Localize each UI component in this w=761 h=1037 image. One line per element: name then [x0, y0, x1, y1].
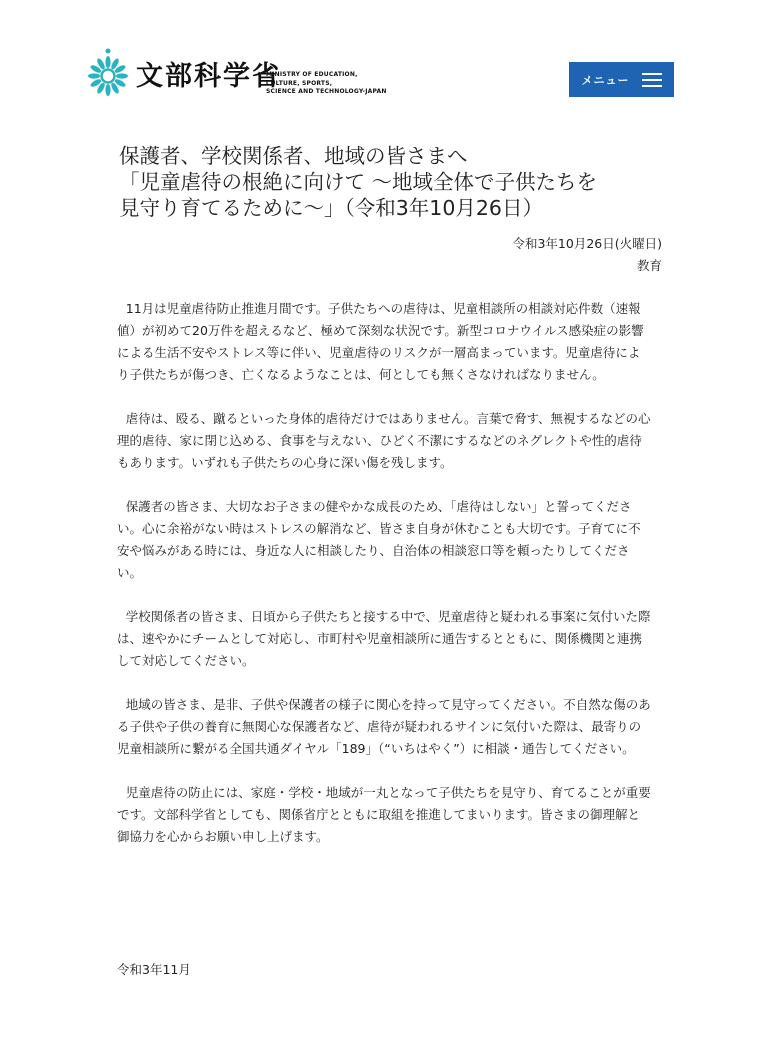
menu-button[interactable] [569, 62, 674, 97]
page-title [119, 143, 649, 221]
logo-emblem-icon [86, 48, 130, 104]
body-paragraph: 地域の皆さま、是非、子供や保護者の様子に関心を持って見守ってください。不自然な傷のある子供や子供の養育に無関心な保護者など、虐待が疑われるサインに気付いた際は、最寄りの児童相談所に繋がる全国共通ダイヤル「189」（“いちはやく”）に相談・通告してください。 [117, 697, 651, 756]
logo-wordmark: 文部科学省 [136, 61, 281, 92]
body-paragraph: 保護者の皆さま、大切なお子さまの健やかな成長のため、「虐待はしない」と誓ってください。心に余裕がない時はストレスの解消など、皆さま自身が休むことも大切です。子育てに不安や悩みがある時には、身近な人に相談したり、自治体の相談窓口等を頼ったりしてください。 [117, 499, 641, 580]
hamburger-icon [642, 73, 662, 87]
title-line: 「児童虐待の根絶に向けて ～地域全体で子供たちを [119, 170, 598, 194]
article-meta [512, 233, 662, 277]
title-line: 見守り育てるために～」（令和3年10月26日） [119, 196, 543, 220]
logo-english-name: MINISTRY OF EDUCATION, CULTURE, SPORTS, SCIENCE AND TECHNOLOGY-JAPAN [266, 71, 387, 95]
body-paragraph: 児童虐待の防止には、家庭・学校・地域が一丸となって子供たちを見守り、育てることが重要です。文部科学省としても、関係省庁とともに取組を推進してまいります。皆さまの御理解と御協力を心からお願い申し上げます。 [117, 785, 651, 844]
article-body [117, 298, 651, 848]
site-header [0, 0, 761, 130]
body-paragraph: 11月は児童虐待防止推進月間です。子供たちへの虐待は、児童相談所の相談対応件数（速報値）が初めて20万件を超えるなど、極めて深刻な状況です。新型コロナウイルス感染症の影響による生活不安やストレス等に伴い、児童虐待のリスクが一層高まっています。児童虐待により子供たちが傷つき、亡くなるようなことは、何としても無くさなければなりません。 [117, 301, 644, 382]
category-label: 教育 [636, 258, 662, 273]
publish-date: 令和3年10月26日(火曜日) [512, 236, 662, 251]
menu-label: メニュー [581, 73, 630, 87]
signoff-date: 令和3年11月 [117, 962, 191, 977]
title-line: 保護者、学校関係者、地域の皆さまへ [119, 144, 468, 168]
mext-logo[interactable] [86, 48, 386, 104]
body-paragraph: 虐待は、殴る、蹴るといった身体的虐待だけではありません。言葉で脅す、無視するなどの心理的虐待、家に閉じ込める、食事を与えない、ひどく不潔にするなどのネグレクトや性的虐待もあります。いずれも子供たちの心身に深い傷を残します。 [117, 411, 651, 470]
body-paragraph: 学校関係者の皆さま、日頃から子供たちと接する中で、児童虐待と疑われる事案に気付いた際は、速やかにチームとして対応し、市町村や児童相談所に通告するとともに、関係機関と連携して対応してください。 [117, 609, 651, 668]
